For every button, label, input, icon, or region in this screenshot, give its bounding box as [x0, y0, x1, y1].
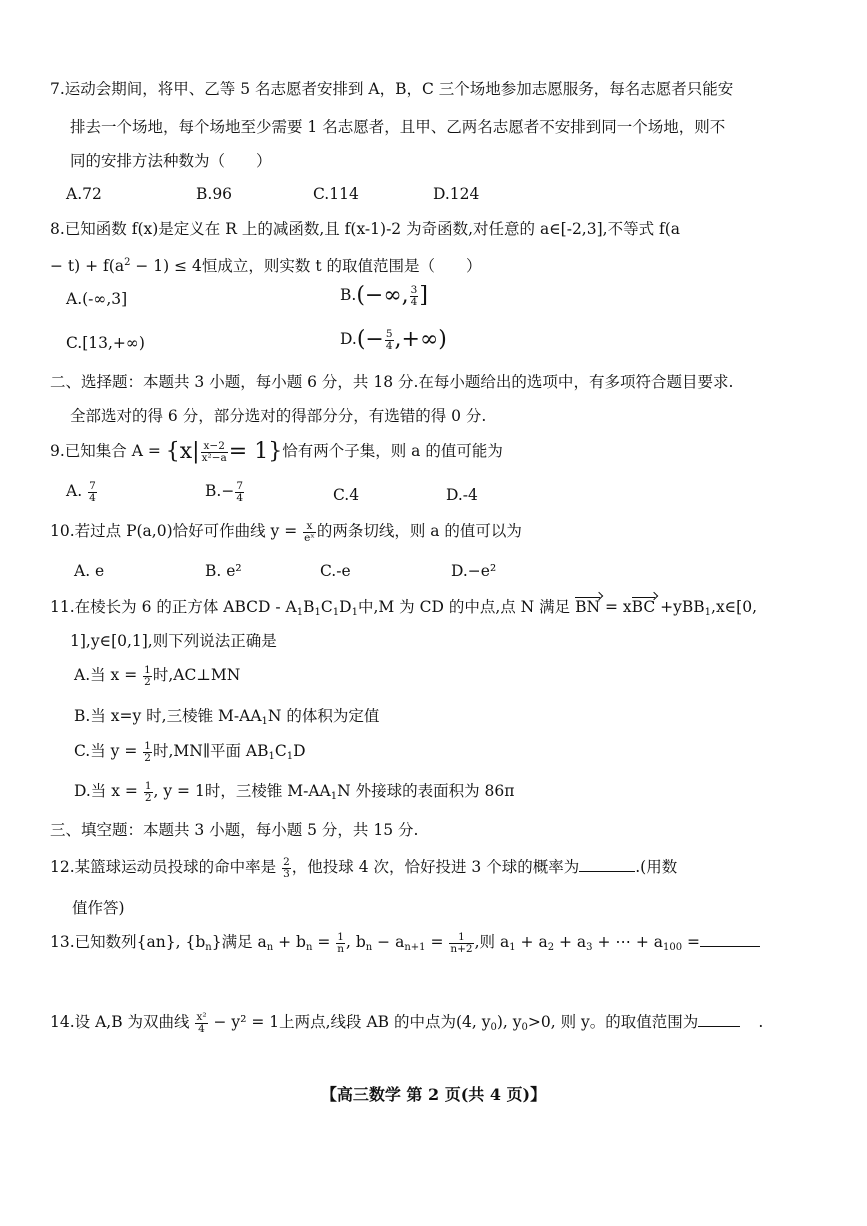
q8-line2-text: 恒成立，则实数 t 的取值范围是（ ）	[201, 257, 482, 275]
q8-option-b: B.(−∞, $\frac{3}{4}$ ]	[340, 283, 428, 308]
q14-stem: 14.设 A,B 为双曲线 $\frac{\text{x²}}{4}$ − y² = 1上两点,线段 AB 的中点为(4, $y_0$), $y_0>0$, 则 y。的取值范围为 .	[50, 1010, 764, 1035]
q9-option-b: B.− $\frac{7}{4}$	[205, 479, 243, 504]
q10-option-b: B. e²	[205, 562, 242, 580]
q10-option-c: C.-e	[320, 562, 351, 580]
q11-line1: 11.在棱长为 6 的正方体 ABCD - $A_1B_1C_1D_1$中,M 为 CD 的中点,点 N 满足 BN = xBC +yBB$_1$,x∈[0,	[50, 598, 757, 618]
q10-option-a: A. e	[74, 562, 105, 580]
q8-line2: − $t) + f(a^2 - 1) \le 4$恒成立，则实数 t 的取值范围是（ ）	[50, 257, 482, 275]
section2-line2: 全部选对的得 6 分，部分选对的得部分分，有选错的得 0 分.	[70, 407, 487, 425]
q7-option-b: B.96	[196, 185, 233, 203]
q7-option-a: A.72	[66, 185, 102, 203]
q8-option-c: C.[13,+∞)	[66, 334, 145, 352]
q14-answer-blank[interactable]	[698, 1010, 740, 1027]
page-footer: 【高三数学 第 2 页(共 4 页)】	[320, 1085, 547, 1104]
q11-option-b: B.当 x=y 时,三棱锥 $M-AA_1N$ 的体积为定值	[74, 707, 380, 727]
q9-option-d: D.-4	[446, 486, 478, 504]
q8-option-a: A.(-∞,3]	[66, 290, 128, 308]
q8-inequality-b: − 1) ≤ 4	[130, 257, 202, 275]
section3-heading: 三、填空题：本题共 3 小题，每小题 5 分，共 15 分.	[50, 821, 419, 839]
q13-answer-blank[interactable]	[700, 930, 760, 947]
q10-stem: 10.若过点 P(a,0)恰好可作曲线 y = $\frac{x}{\text{eˣ}}$ 的两条切线，则 a 的值可以为	[50, 519, 522, 544]
q9-option-a: A. $\frac{7}{4}$	[66, 479, 96, 504]
q8-line1: 8.已知函数 f(x)是定义在 R 上的减函数,且 f(x-1)-2 为奇函数,对任意的 a∈[-2,3],不等式 f(a	[50, 220, 681, 238]
section2-heading: 二、选择题：本题共 3 小题，每小题 6 分，共 18 分.在每小题给出的选项中，有多项符合题目要求.	[50, 373, 734, 391]
q8-inequality-a: − t) + f(a	[50, 257, 125, 275]
q7-line3: 同的安排方法种数为（ ）	[70, 152, 272, 170]
q12-line1: 12.某篮球运动员投球的命中率是 $\frac{2}{3}$ ，他投球 4 次，恰好投进 3 个球的概率为 .(用数	[50, 855, 678, 880]
q8-option-d: D.(− $\frac{5}{4}$ ,+∞)	[340, 327, 447, 352]
q7-option-d: D.124	[433, 185, 480, 203]
vector-bn: BN	[575, 598, 601, 616]
q7-line1: 7.运动会期间，将甲、乙等 5 名志愿者安排到 A，B，C 三个场地参加志愿服务，每名志愿者只能安	[50, 80, 734, 98]
q10-option-d: D.−e²	[451, 562, 497, 580]
vector-bc: BC	[631, 598, 656, 616]
q11-option-c: C.当 y = $\frac{1}{2}$ 时,MN∥平面 $AB_1C_1D$	[74, 739, 306, 764]
q12-answer-blank[interactable]	[579, 855, 635, 872]
q9-option-c: C.4	[333, 486, 360, 504]
q7-line2: 排去一个场地，每个场地至少需要 1 名志愿者，且甲、乙两名志愿者不安排到同一个场地，则不	[70, 118, 726, 136]
q13-stem: 13.已知数列{an}, $\{b_n\}$满足 $a_n + b_n$ = $\frac{1}{n}$ , $b_n - a_{n+1}$ = $\frac{1}{n+2}$ ,则 $a_1 + a_2 + a_3$ + ⋯ + $a_{100}$ =	[50, 930, 760, 959]
q12-line2: 值作答)	[72, 899, 125, 917]
q9-stem: 9.已知集合 A = {x| $\frac{x-2}{\text{x²−a}}$ = 1}恰有两个子集，则 a 的值可能为	[50, 439, 503, 464]
q11-option-a: A.当 x = $\frac{1}{2}$ 时,AC⊥MN	[74, 663, 241, 688]
q11-option-d: D.当 x = $\frac{1}{2}$ , y = 1时，三棱锥 $M-AA_1N$ 外接球的表面积为 86π	[74, 779, 515, 804]
q11-line2: 1],y∈[0,1],则下列说法正确是	[70, 632, 277, 650]
q7-option-c: C.114	[313, 185, 359, 203]
